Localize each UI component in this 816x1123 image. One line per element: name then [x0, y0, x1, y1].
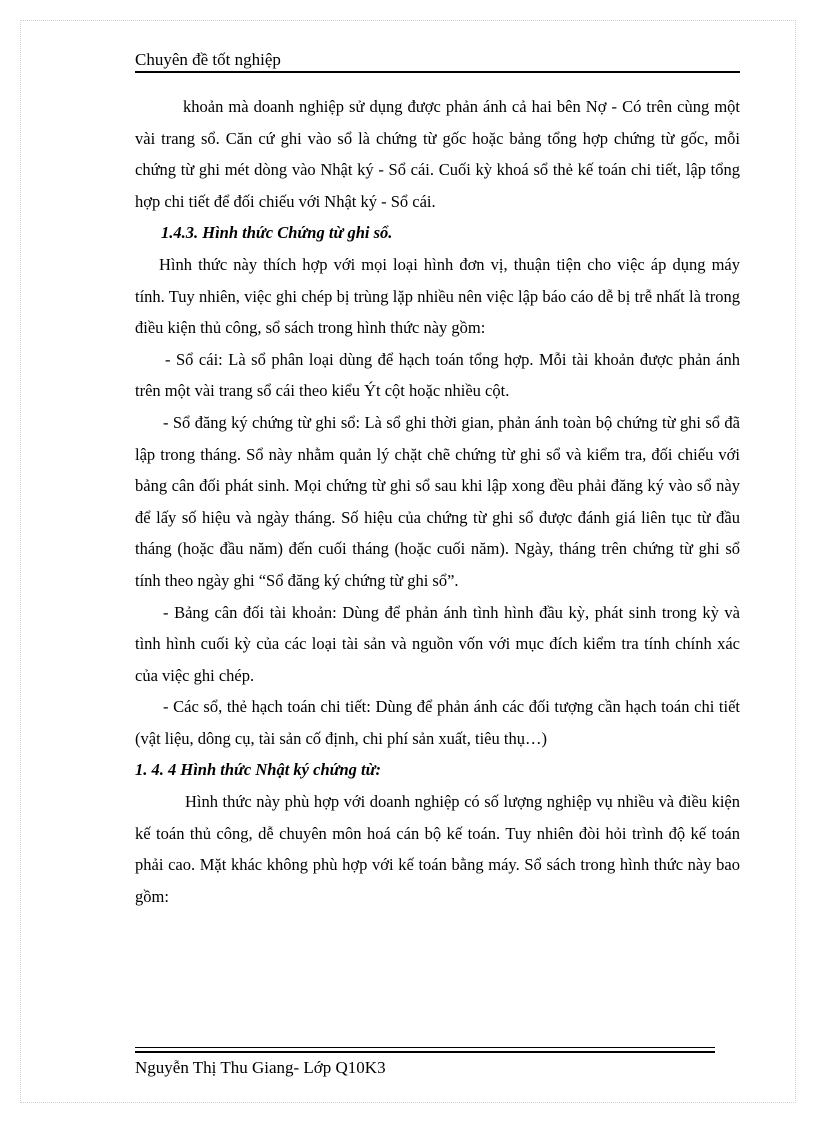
section-heading-1-4-4: 1. 4. 4 Hình thức Nhật ký chứng từ: — [135, 760, 382, 780]
header-divider — [135, 71, 740, 73]
section-heading-1-4-3: 1.4.3. Hình thức Chứng từ ghi sổ. — [161, 223, 393, 243]
paragraph-nhat-ky: Hình thức này phù hợp với doanh nghiệp có số lượng nghiệp vụ nhiều và điều kiện kế toán thủ công, dễ chuyên môn hoá cán bộ kế toán. Tuy nhiên đòi hỏi trình độ kế toán phải cao. Mặt khác không phù hợp với kế toán bằng máy. Sổ sách trong hình thức này bao gồm: — [135, 792, 740, 906]
list-item-so-cai: - Sổ cái: Là sổ phân loại dùng để hạch toán tổng hợp. Mỗi tài khoản được phản ánh trên một vài trang sổ cái theo kiểu Ýt cột hoặc nhiều cột. — [135, 349, 740, 401]
page-footer-author: Nguyễn Thị Thu Giang- Lớp Q10K3 — [135, 1058, 386, 1077]
paragraph-continuation: khoản mà doanh nghiệp sử dụng được phản ánh cả hai bên Nợ - Có trên cùng một vài trang sổ. Căn cứ ghi vào sổ là chứng từ gốc hoặc bảng tổng hợp chứng từ gốc, mỗi chứng từ ghi mét dòng vào Nhật ký - Sổ cái. Cuối kỳ khoá sổ thẻ kế toán chi tiết, lập tổng hợp chi tiết để đối chiếu với Nhật ký - Sổ cái. — [135, 97, 740, 211]
footer-divider-thin — [135, 1047, 715, 1048]
footer-divider-thick — [135, 1051, 715, 1053]
list-item-so-the-chi-tiet: - Các sổ, thẻ hạch toán chi tiết: Dùng để phản ánh các đối tượng cần hạch toán chi tiết (vật liệu, dông cụ, tài sản cố định, chi phí sản xuất, tiêu thụ…) — [135, 697, 740, 748]
list-item-bang-can-doi: - Bảng cân đối tài khoản: Dùng để phản ánh tình hình đầu kỳ, phát sinh trong kỳ và tình hình cuối kỳ của các loại tài sản và nguồn vốn với mục đích kiểm tra tính chính xác của việc ghi chép. — [135, 602, 740, 685]
page-header-title: Chuyên đề tốt nghiệp — [135, 50, 281, 69]
paragraph-intro: Hình thức này thích hợp với mọi loại hình đơn vị, thuận tiện cho việc áp dụng máy tính. Tuy nhiên, việc ghi chép bị trùng lặp nhiều nên việc lập báo cáo dễ bị trễ nhất là trong điều kiện thủ công, sổ sách trong hình thức này gồm: — [135, 254, 740, 338]
list-item-so-dang-ky: - Sổ đăng ký chứng từ ghi sổ: Là sổ ghi thời gian, phản ánh toàn bộ chứng từ ghi sổ đã lập trong tháng. Sổ này nhằm quản lý chặt chẽ chứng từ ghi sổ và kiểm tra, đối chiếu với bảng cân đối phát sinh. Mọi chứng từ ghi sổ sau khi lập xong đều phải đăng ký vào sổ này để lấy số hiệu và ngày tháng. Số hiệu của chứng từ ghi sổ được đánh giá liên tục từ đầu tháng (hoặc đầu năm) đến cuối tháng (hoặc cuối năm). Ngày, tháng trên chứng từ ghi sổ tính theo ngày ghi “Sổ đăng ký chứng từ ghi sổ”. — [135, 412, 740, 590]
document-body — [135, 91, 740, 912]
